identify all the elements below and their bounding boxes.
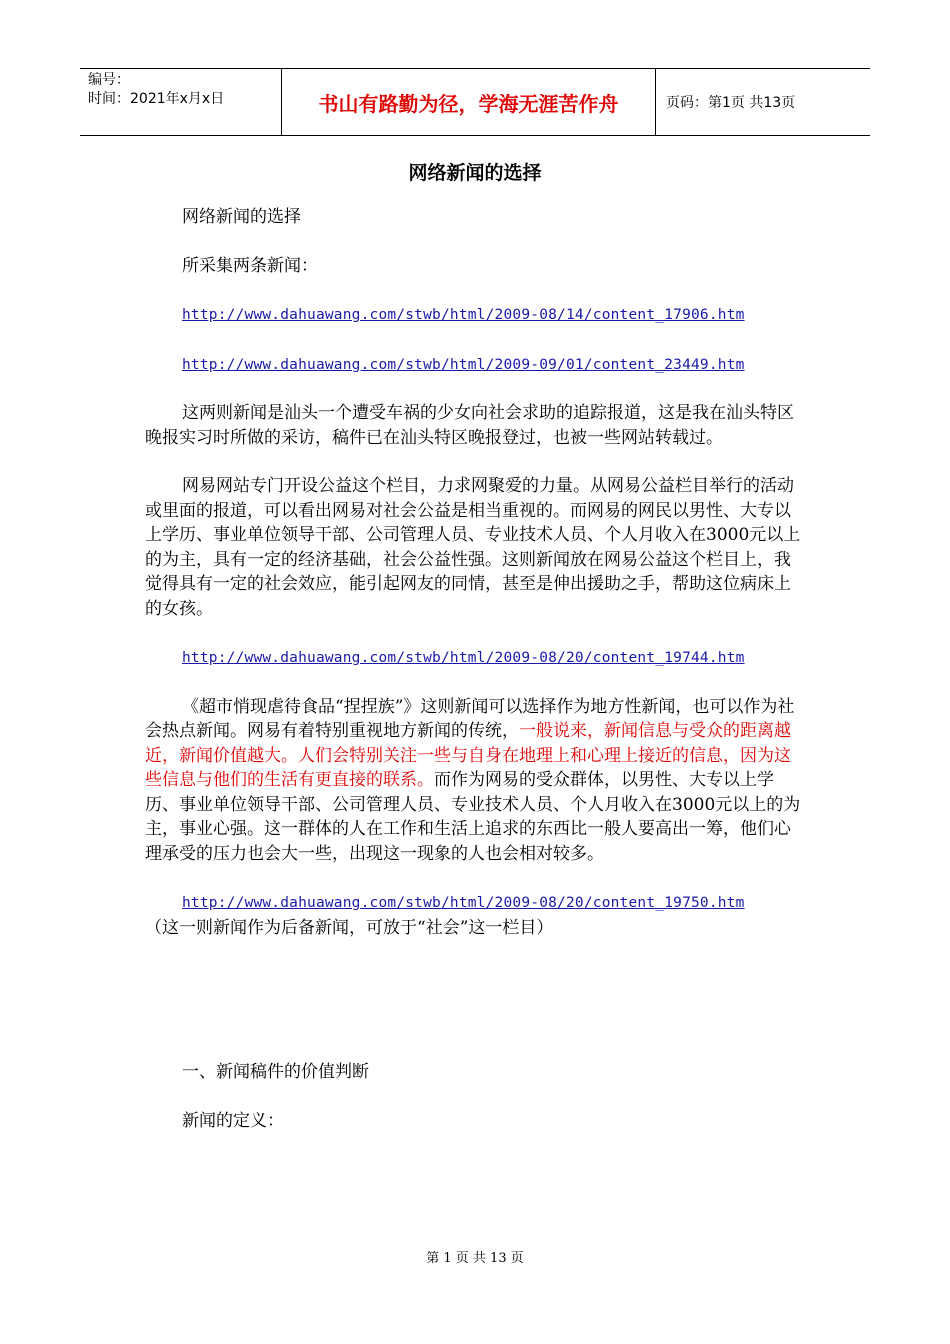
paragraph: 新闻的定义： [182, 1110, 284, 1131]
header-page-label: 页码：第1页 共13页 [666, 95, 796, 111]
document-body [145, 205, 805, 1133]
paragraph: 这两则新闻是汕头一个遭受车祸的少女向社会求助的追踪报道，这是我在汕头特区晚报实习时所做的采访，稿件已在汕头特区晚报登过，也被一些网站转载过。 [145, 403, 794, 448]
page-footer: 第 1 页 共 13 页 [426, 1251, 524, 1266]
text-span: 《超市悄现虐待食品“捏捏族”》这则新闻可以选择作为地方性新闻，也可以作为社会热点新闻。网易有着特别重视地方新闻的传统， [145, 696, 795, 741]
news-link-1[interactable]: http://www.dahuawang.com/stwb/html/2009-08/14/content_17906.htm [182, 307, 745, 323]
paragraph: 所采集两条新闻： [182, 255, 318, 276]
text-span: 而作为网易的受众群体，以男性、大专以上学历、事业单位领导干部、公司管理人员、专业技术人员、个人月收入在3000元以上的为主，事业心强。这一群体的人在工作和生活上追求的东西比一般人要高出一筹，他们心理承受的压力也会大一些，出现这一现象的人也会相对较多。 [145, 770, 801, 864]
highlighted-text: 一般说来，新闻信息与受众的距离越近，新闻价值越大。人们会特别关注一些与自身在地理上和心理上接近的信息，因为这些信息与他们的生活有更直接的联系。 [145, 721, 791, 790]
header-motto: 书山有路勤为径，学海无涯苦作舟 [282, 69, 656, 135]
news-link-2[interactable]: http://www.dahuawang.com/stwb/html/2009-09/01/content_23449.htm [182, 356, 745, 373]
header-meta [80, 69, 282, 135]
section-heading: 一、新闻稿件的价值判断 [182, 1062, 369, 1082]
paragraph: 网易网站专门开设公益这个栏目，力求网聚爱的力量。从网易公益栏目举行的活动或里面的报道，可以看出网易对社会公益是相当重视的。而网易的网民以男性、大专以上学历、事业单位领导干部、公司管理人员、专业技术人员、个人月收入在3000元以上的为主，具有一定的经济基础，社会公益性强。这则新闻放在网易公益这个栏目上，我觉得具有一定的社会效应，能引起网友的同情，甚至是伸出援助之手，帮助这位病床上的女孩。 [145, 476, 801, 619]
time-label: 时间：2021年x月x日 [88, 91, 225, 107]
news-link-4[interactable]: http://www.dahuawang.com/stwb/html/2009-08/20/content_19750.htm [182, 895, 745, 911]
paragraph: （这一则新闻作为后备新闻，可放于“社会”这一栏目） [145, 917, 554, 938]
news-link-3[interactable]: http://www.dahuawang.com/stwb/html/2009-08/20/content_19744.htm [182, 650, 745, 666]
document-title: 网络新闻的选择 [408, 162, 542, 184]
page-header [80, 68, 870, 136]
number-label: 编号： [88, 72, 130, 88]
paragraph: 网络新闻的选择 [182, 207, 301, 227]
paragraph [145, 695, 805, 867]
